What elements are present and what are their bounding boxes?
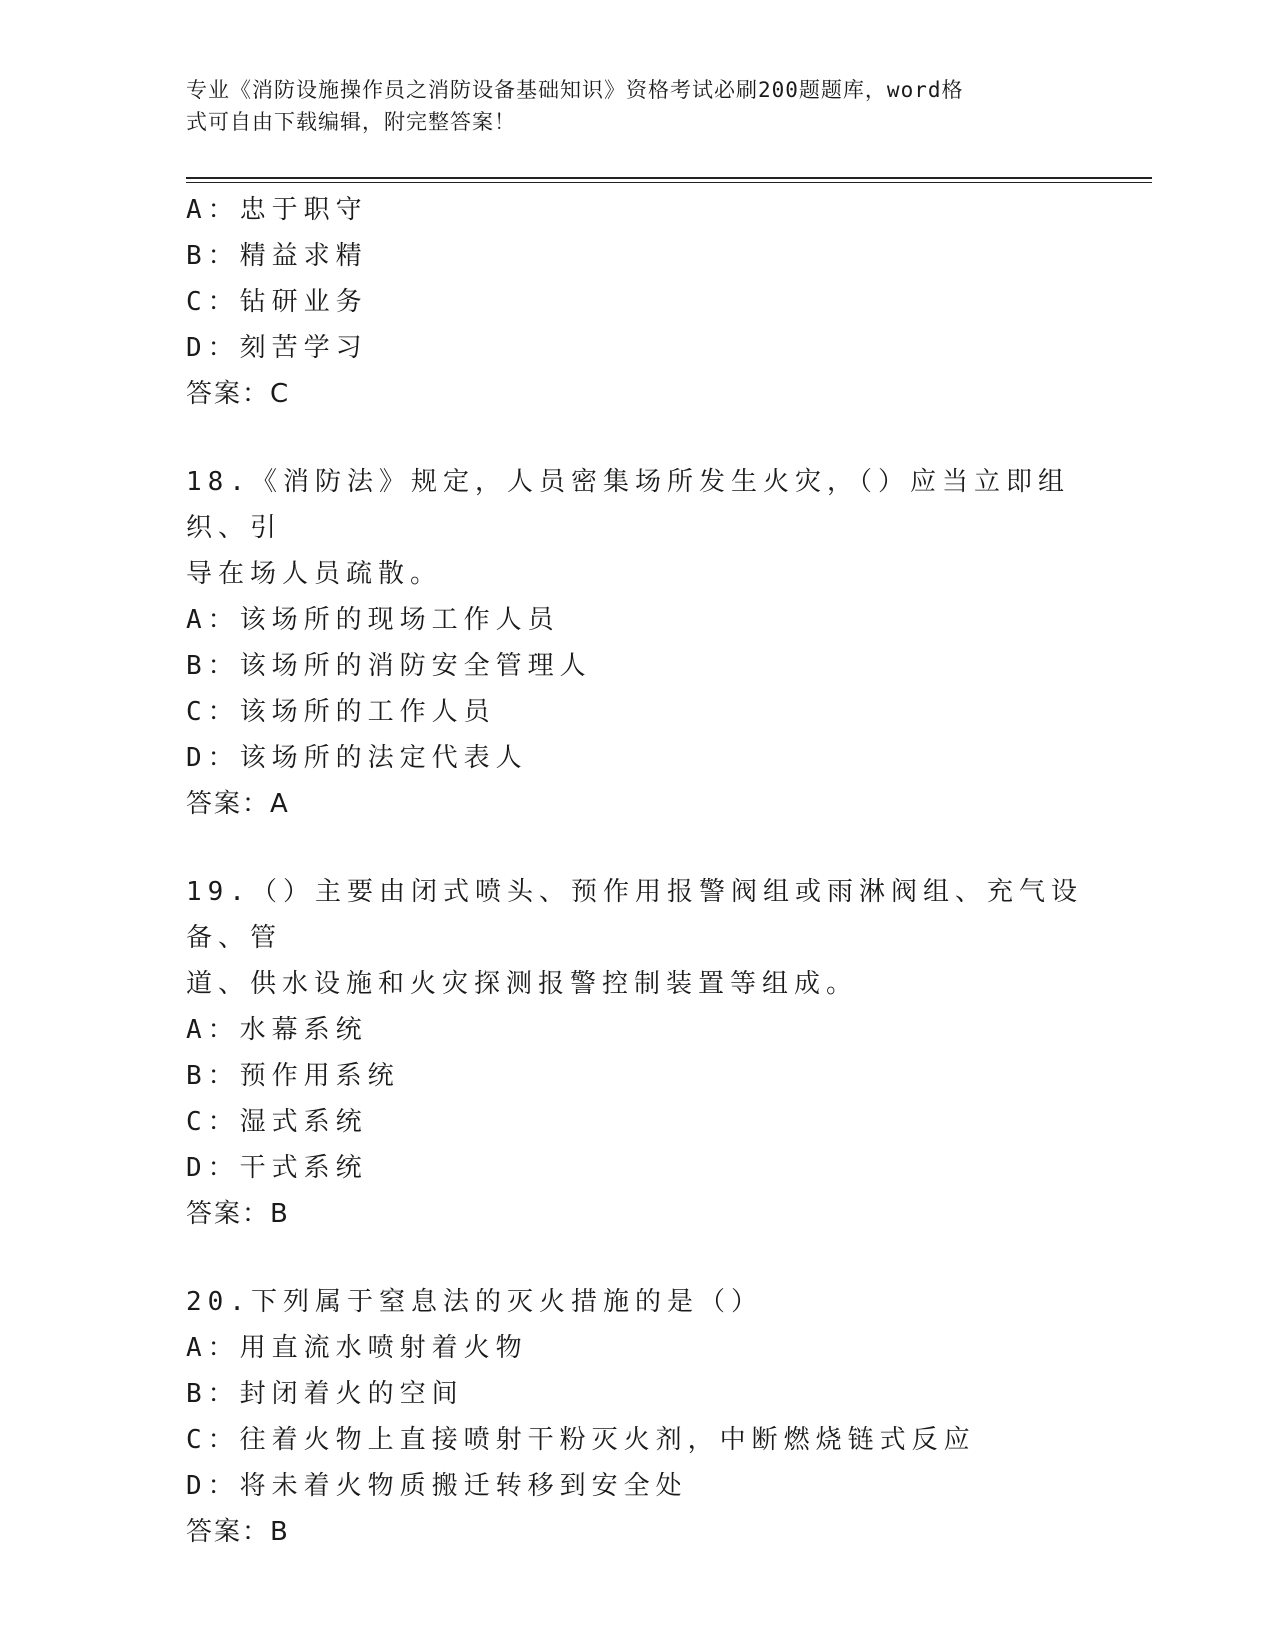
question-stem-line-2: 导在场人员疏散。: [186, 559, 443, 589]
question-stem-line-1: 18.《消防法》规定，人员密集场所发生火灾，（）应当立即组织、引: [186, 467, 1070, 543]
option-b: B：封闭着火的空间: [186, 1379, 464, 1409]
option-d: D：将未着火物质搬迁转移到安全处: [186, 1471, 688, 1501]
question-stem-line-1: 19.（）主要由闭式喷头、预作用报警阀组或雨淋阀组、充气设备、管: [186, 877, 1083, 953]
option-b: B：精益求精: [186, 241, 368, 271]
document-header: [186, 74, 1066, 138]
option-a: A：忠于职守: [186, 195, 368, 225]
option-a: A：水幕系统: [186, 1015, 368, 1045]
answer: 答案：B: [186, 1517, 290, 1547]
option-a: A：用直流水喷射着火物: [186, 1333, 528, 1363]
option-b: B：该场所的消防安全管理人: [186, 651, 592, 681]
option-c: C：往着火物上直接喷射干粉灭火剂，中断燃烧链式反应: [186, 1425, 976, 1455]
question-20: [186, 1279, 1086, 1555]
answer: 答案：C: [186, 379, 291, 409]
answer: 答案：A: [186, 789, 290, 819]
question-17: [186, 187, 1086, 417]
question-18: [186, 459, 1086, 827]
answer: 答案：B: [186, 1199, 290, 1229]
option-d: D：该场所的法定代表人: [186, 743, 528, 773]
option-d: D：干式系统: [186, 1153, 368, 1183]
question-stem-line-2: 道、供水设施和火灾探测报警控制装置等组成。: [186, 969, 859, 999]
header-divider-thin: [186, 182, 1152, 183]
option-a: A：该场所的现场工作人员: [186, 605, 560, 635]
option-c: C：钻研业务: [186, 287, 368, 317]
option-c: C：湿式系统: [186, 1107, 368, 1137]
option-d: D：刻苦学习: [186, 333, 368, 363]
question-stem-line-1: 20.下列属于窒息法的灭火措施的是（）: [186, 1287, 763, 1317]
option-b: B：预作用系统: [186, 1061, 400, 1091]
header-divider-thick: [186, 177, 1152, 179]
header-line-1: 专业《消防设施操作员之消防设备基础知识》资格考试必刷200题题库，word格: [186, 78, 964, 102]
question-19: [186, 869, 1086, 1237]
option-c: C：该场所的工作人员: [186, 697, 496, 727]
header-line-2: 式可自由下载编辑，附完整答案！: [186, 110, 516, 134]
question-list: [186, 187, 1086, 1555]
